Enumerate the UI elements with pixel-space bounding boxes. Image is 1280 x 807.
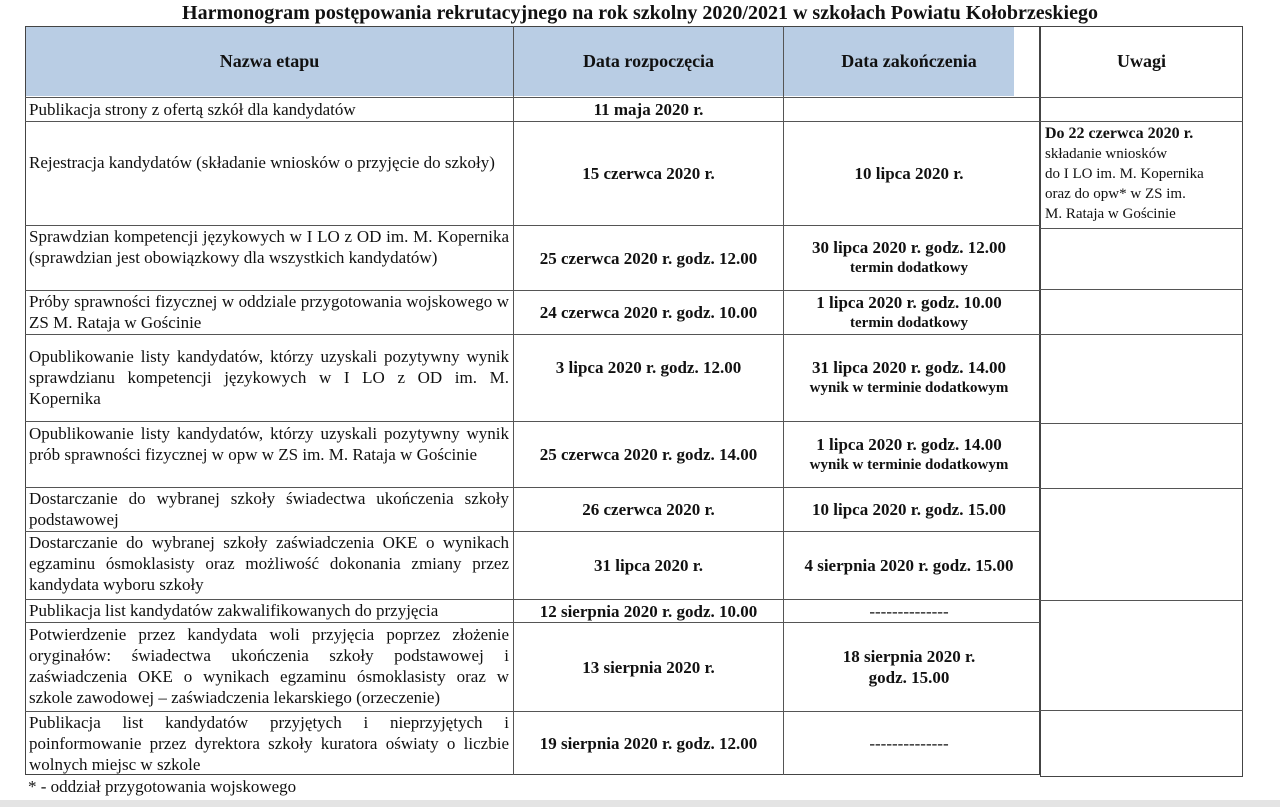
row-stage: Potwierdzenie przez kandydata woli przyjęcia poprzez złożenie oryginałów: świadectwa ukończenia szkoły podstawowej i zaświadczenia OKE o wynikach egzaminu ósmoklasisty oraz w szkole zawodowej – zaświadczenia lekarskiego (orzeczenie) [29, 625, 509, 707]
row-end-note: wynik w terminie dodatkowym [809, 380, 1009, 396]
row-stage: Próby sprawności fizycznej w oddziale przygotowania wojskowego w ZS M. Rataja w Gościnie [29, 292, 509, 332]
row-end [784, 226, 1034, 290]
row-end: 10 lipca 2020 r. [854, 164, 964, 183]
row-end-note: wynik w terminie dodatkowym [809, 456, 1009, 473]
footnote: * - oddział przygotowania wojskowego [28, 777, 297, 796]
row-start: 19 sierpnia 2020 r. godz. 12.00 [539, 734, 758, 753]
header-notes: Uwagi [1117, 51, 1166, 71]
row-end [784, 422, 1034, 487]
row-start: 24 czerwca 2020 r. godz. 10.00 [539, 303, 758, 322]
row-end-date: 18 sierpnia 2020 r. [842, 647, 976, 666]
page-bottom-edge [0, 800, 1280, 807]
row-stage: Rejestracja kandydatów (składanie wniosków o przyjęcie do szkoły) [29, 153, 495, 172]
row-end [784, 291, 1034, 334]
document-title: Harmonogram postępowania rekrutacyjnego na rok szkolny 2020/2021 w szkołach Powiatu Kołobrzeskiego [182, 2, 1098, 24]
row-stage: Publikacja strony z ofertą szkół dla kandydatów [29, 100, 356, 119]
row-stage: Sprawdzian kompetencji językowych w I LO z OD im. M. Kopernika (sprawdzian jest obowiązkowy dla wszystkich kandydatów) [29, 227, 509, 267]
row-end: 4 sierpnia 2020 r. godz. 15.00 [804, 556, 1014, 575]
header-stage: Nazwa etapu [219, 51, 320, 71]
row-start: 31 lipca 2020 r. [594, 556, 703, 575]
row-stage: Dostarczanie do wybranej szkoły zaświadczenia OKE o wynikach egzaminu ósmoklasisty oraz możliwość dokonania zmiany przez kandydata wyboru szkoły [29, 533, 509, 594]
row-end [784, 623, 1034, 711]
row-stage: Opublikowanie listy kandydatów, którzy uzyskali pozytywny wynik sprawdzianu kompetencji językowych w I LO z OD im. M. Kopernika [29, 347, 509, 408]
row-end: -------------- [869, 601, 949, 621]
row-start: 15 czerwca 2020 r. [582, 164, 715, 183]
row-end-time: godz. 15.00 [868, 668, 950, 687]
note-line: składanie wniosków [1045, 146, 1168, 162]
row-end-date: 30 lipca 2020 r. godz. 12.00 [812, 238, 1006, 257]
row-stage: Publikacja list kandydatów zakwalifikowanych do przyjęcia [29, 601, 439, 620]
row-end [784, 335, 1034, 421]
note-line: M. Rataja w Gościnie [1045, 206, 1176, 222]
row-end-note: termin dodatkowy [850, 260, 968, 276]
row-start: 13 sierpnia 2020 r. [582, 657, 715, 677]
row-stage: Dostarczanie do wybranej szkoły świadectwa ukończenia szkoły podstawowej [29, 489, 509, 529]
row-start: 11 maja 2020 r. [593, 100, 704, 119]
header-end-date: Data zakończenia [841, 51, 977, 71]
row-end-date: 31 lipca 2020 r. godz. 14.00 [812, 358, 1006, 377]
row-start: 26 czerwca 2020 r. [582, 500, 715, 519]
row-start: 25 czerwca 2020 r. godz. 14.00 [539, 445, 758, 464]
row-end: 10 lipca 2020 r. godz. 15.00 [812, 500, 1006, 519]
row-end-note: termin dodatkowy [850, 314, 968, 331]
row-start: 12 sierpnia 2020 r. godz. 10.00 [539, 601, 758, 621]
registration-note [1045, 124, 1237, 224]
row-end-date: 1 lipca 2020 r. godz. 10.00 [816, 292, 1002, 312]
row-start: 3 lipca 2020 r. godz. 12.00 [555, 357, 742, 377]
note-line: oraz do opw* w ZS im. [1045, 186, 1186, 202]
row-stage: Opublikowanie listy kandydatów, którzy uzyskali pozytywny wynik prób sprawności fizycznej w opw w ZS im. M. Rataja w Gościnie [29, 424, 509, 464]
header-start-date: Data rozpoczęcia [582, 51, 715, 71]
row-end: -------------- [869, 734, 949, 753]
row-stage: Publikacja list kandydatów przyjętych i nieprzyjętych i poinformowanie przez dyrektora szkoły kuratora oświaty o liczbie wolnych miejsc w szkole [29, 713, 509, 774]
row-end-date: 1 lipca 2020 r. godz. 14.00 [816, 434, 1002, 454]
row-start: 25 czerwca 2020 r. godz. 12.00 [539, 248, 758, 268]
note-date: Do 22 czerwca 2020 r. [1045, 125, 1194, 142]
note-line: do I LO im. M. Kopernika [1045, 166, 1204, 182]
